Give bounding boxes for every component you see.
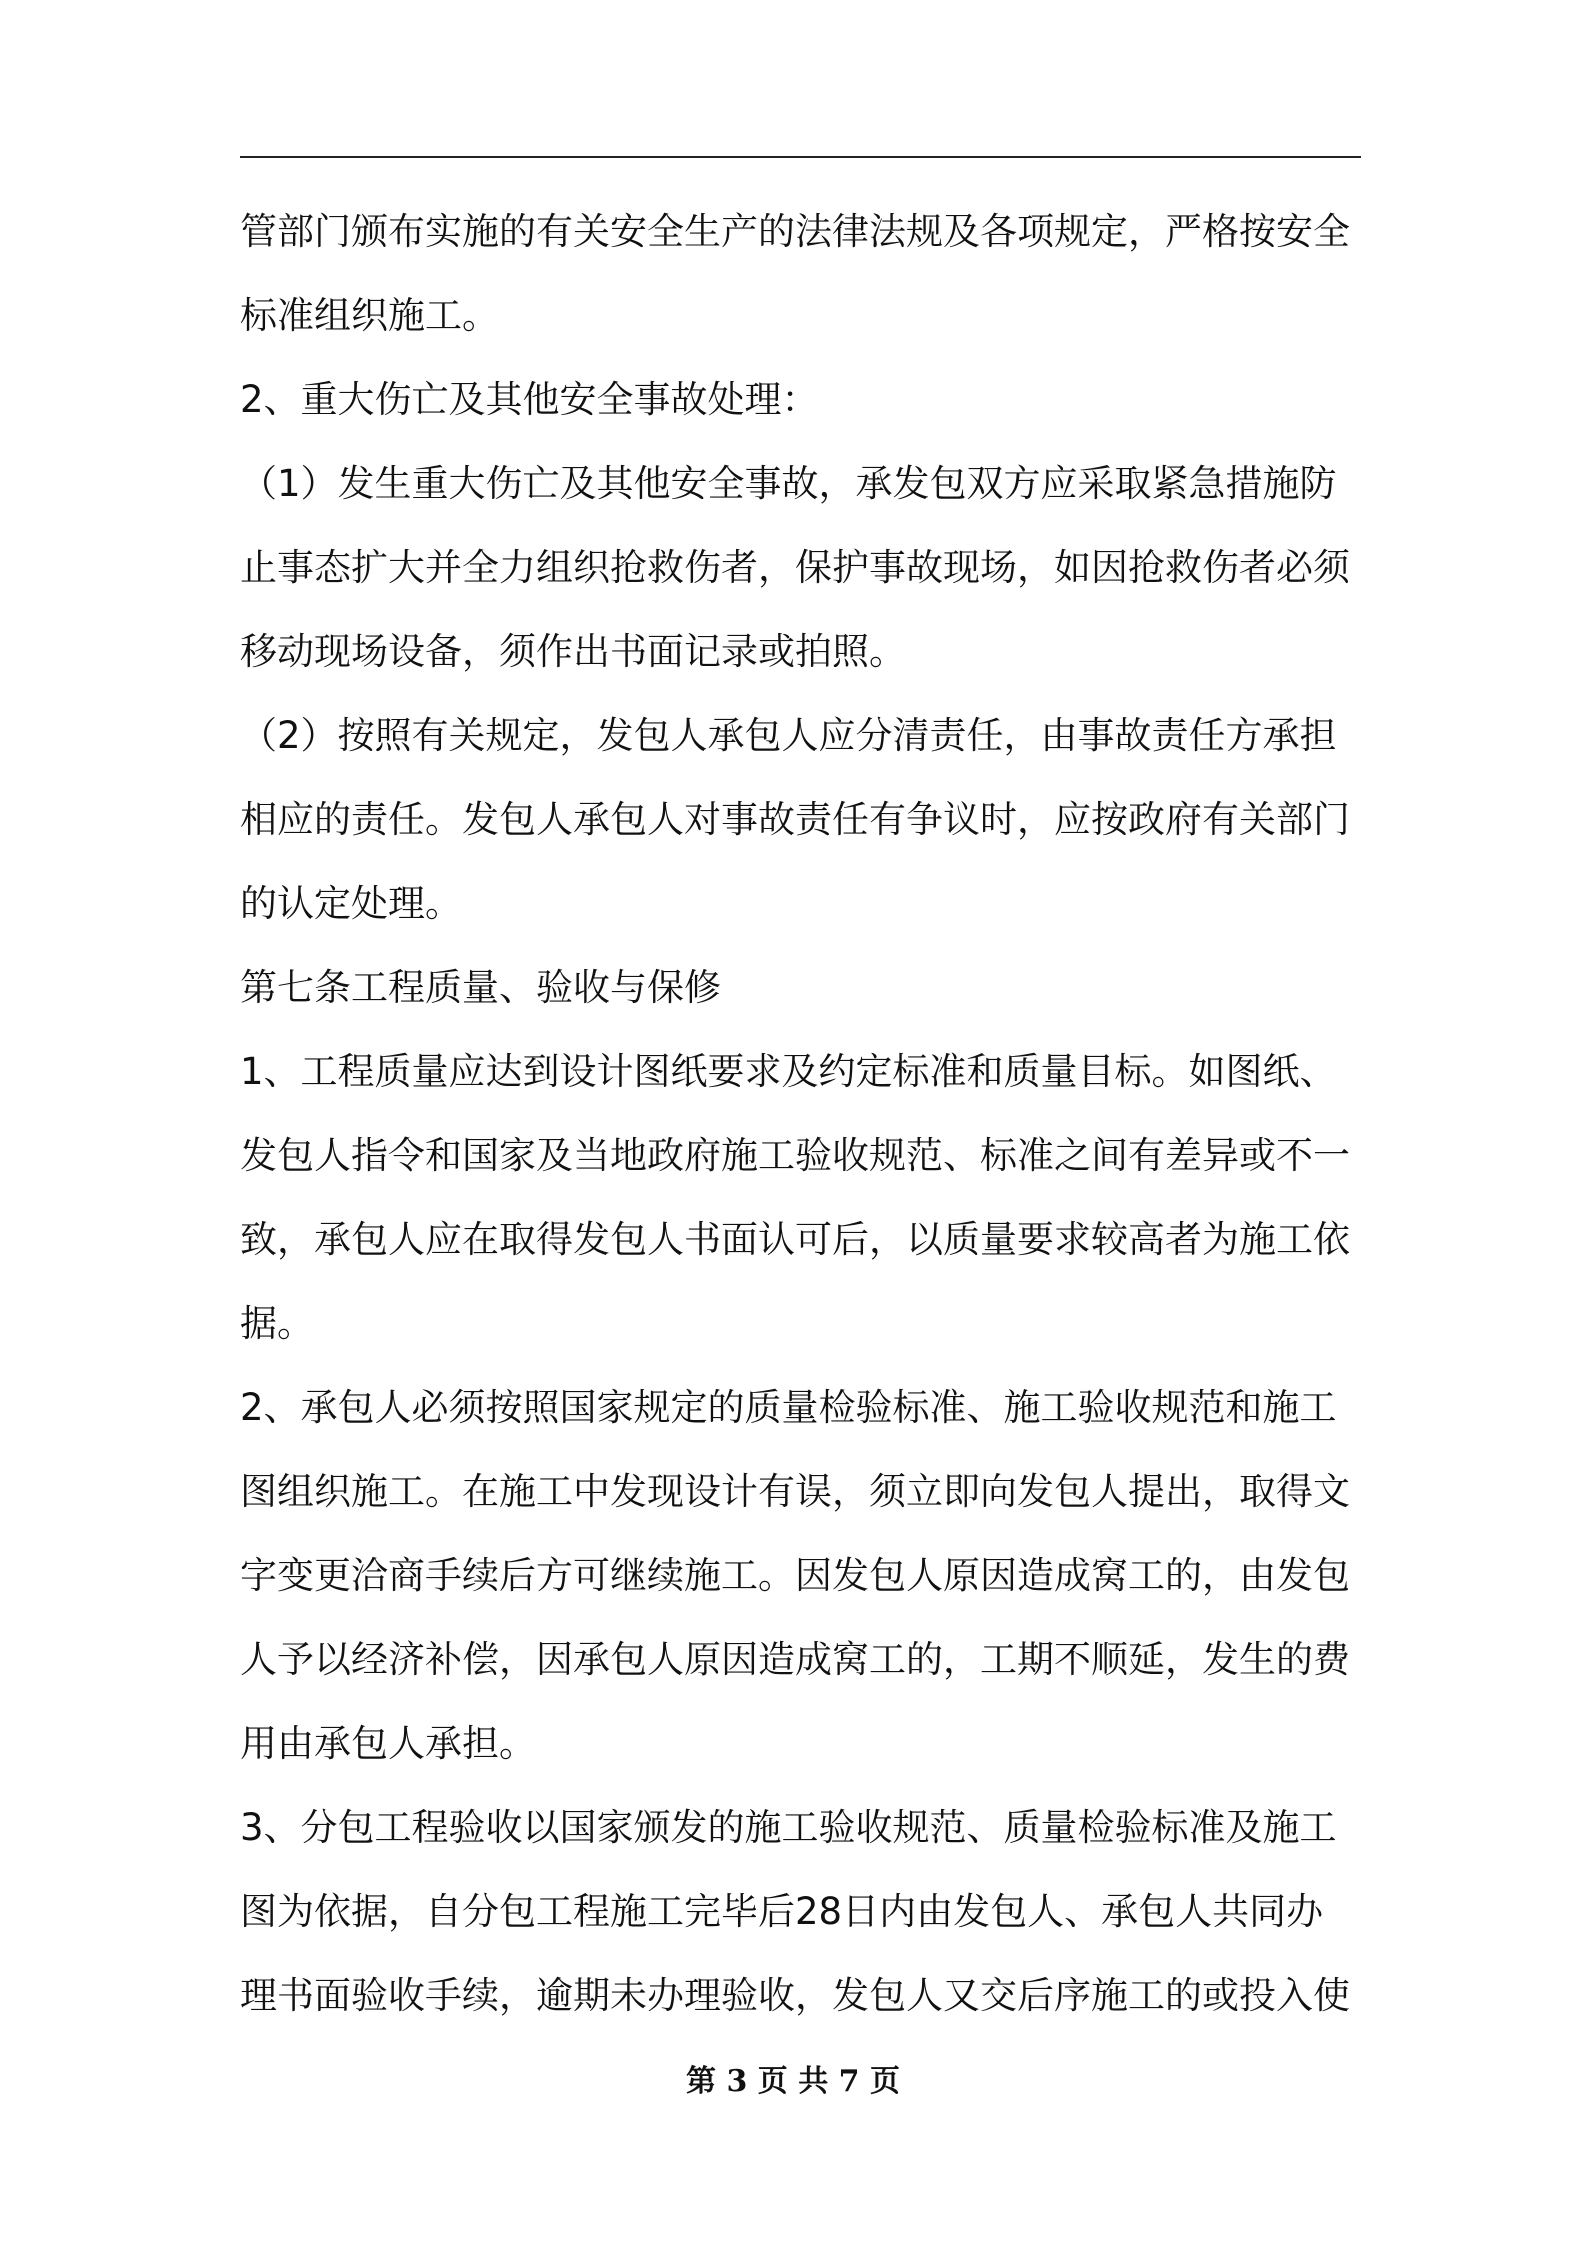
- text-line: 图组织施工。在施工中发现设计有误，须立即向发包人提出，取得文: [240, 1470, 1350, 1513]
- text-line: 发包人指令和国家及当地政府施工验收规范、标准之间有差异或不一: [240, 1134, 1350, 1177]
- header-rule: [240, 156, 1361, 158]
- text-line: 理书面验收手续，逾期未办理验收，发包人又交后序施工的或投入使: [240, 1974, 1350, 2017]
- text-line: 用由承包人承担。: [240, 1722, 536, 1765]
- text-line: 图为依据，自分包工程施工完毕后28日内由发包人、承包人共同办: [240, 1890, 1324, 1933]
- text-line: 相应的责任。发包人承包人对事故责任有争议时，应按政府有关部门: [240, 798, 1350, 841]
- text-line: 字变更洽商手续后方可继续施工。因发包人原因造成窝工的，由发包: [240, 1554, 1350, 1597]
- text-line: 据。: [240, 1302, 314, 1345]
- text-line: 人予以经济补偿，因承包人原因造成窝工的，工期不顺延，发生的费: [240, 1638, 1350, 1681]
- text-line: （2）按照有关规定，发包人承包人应分清责任，由事故责任方承担: [240, 714, 1337, 757]
- section-heading: 第七条工程质量、验收与保修: [240, 966, 721, 1009]
- text-line: 致，承包人应在取得发包人书面认可后，以质量要求较高者为施工依: [240, 1218, 1350, 1261]
- text-line: 的认定处理。: [240, 882, 462, 925]
- text-line: 移动现场设备，须作出书面记录或拍照。: [240, 630, 906, 673]
- text-line: 2、重大伤亡及其他安全事故处理：: [240, 378, 819, 421]
- text-line: 标准组织施工。: [240, 294, 499, 337]
- text-line: （1）发生重大伤亡及其他安全事故，承发包双方应采取紧急措施防: [240, 462, 1337, 505]
- text-line: 止事态扩大并全力组织抢救伤者，保护事故现场，如因抢救伤者必须: [240, 546, 1350, 589]
- text-line: 3、分包工程验收以国家颁发的施工验收规范、质量检验标准及施工: [240, 1806, 1337, 1849]
- text-line: 2、承包人必须按照国家规定的质量检验标准、施工验收规范和施工: [240, 1386, 1337, 1429]
- page-number-footer: 第 3 页 共 7 页: [686, 2064, 900, 2099]
- text-line: 1、工程质量应达到设计图纸要求及约定标准和质量目标。如图纸、: [240, 1050, 1337, 1093]
- document-body: [240, 190, 1361, 2038]
- text-line: 管部门颁布实施的有关安全生产的法律法规及各项规定，严格按安全: [240, 210, 1350, 253]
